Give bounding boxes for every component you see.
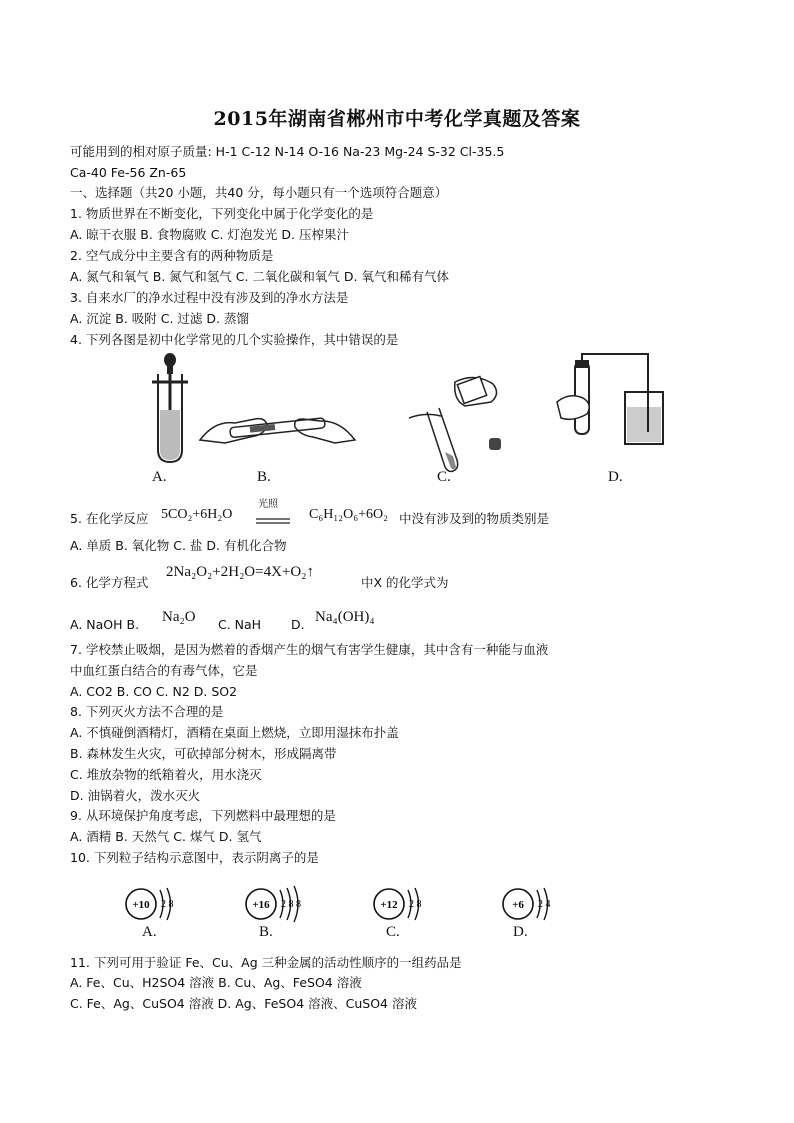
particle-d-shells: 2 4: [538, 899, 551, 910]
question-6-option-d: D.: [291, 617, 305, 632]
question-6-equation: 2Na₂O₂+2H₂O=4X+O₂↑: [166, 564, 314, 580]
question-8-option-b: B. 森林发生火灾，可砍掉部分树木，形成隔离带: [70, 746, 337, 761]
particle-b-nucleus: +16: [252, 899, 270, 911]
question-11-options-a-b: A. Fe、Cu、H2SO4 溶液 B. Cu、Ag、FeSO4 溶液: [70, 975, 362, 990]
question-8: 8. 下列灭火方法不合理的是: [70, 704, 224, 719]
question-4: 4. 下列各图是初中化学常见的几个实验操作，其中错误的是: [70, 332, 399, 347]
atomic-mass-line-2: Ca-40 Fe-56 Zn-65: [70, 165, 187, 180]
atomic-mass-line-1: 可能用到的相对原子质量: H-1 C-12 N-14 O-16 Na-23 Mg-24 S-32 Cl-35.5: [70, 144, 505, 159]
question-6-suffix: 中X 的化学式为: [361, 575, 449, 590]
page-title: 2015年湖南省郴州市中考化学真题及答案: [213, 108, 581, 130]
question-3-options: A. 沉淀 B. 吸附 C. 过滤 D. 蒸馏: [70, 311, 249, 326]
question-2-options: A. 氮气和氧气 B. 氮气和氢气 C. 二氧化碳和氧气 D. 氧气和稀有气体: [70, 269, 449, 284]
figure-d-gas-tightness: [553, 352, 668, 452]
question-5-condition: 光照: [258, 499, 278, 510]
figure-label-c: C.: [437, 469, 451, 485]
question-9-options: A. 酒精 B. 天然气 C. 煤气 D. 氢气: [70, 829, 262, 844]
question-2: 2. 空气成分中主要含有的两种物质是: [70, 248, 274, 263]
particle-c-shells: 2 8: [409, 899, 422, 910]
question-6-prefix: 6. 化学方程式: [70, 575, 149, 590]
question-5-suffix: 中没有涉及到的物质类别是: [399, 511, 550, 526]
figure-b-hands-tube: [195, 395, 360, 455]
figure-a-dropper-test-tube: [140, 352, 200, 467]
question-8-option-d: D. 油锅着火，泼水灭火: [70, 788, 201, 803]
question-6-option-b-formula: Na₂O: [162, 609, 196, 625]
question-5-prefix: 5. 在化学反应: [70, 511, 149, 526]
section-heading: 一、选择题（共20 小题，共40 分，每小题只有一个选项符合题意）: [70, 185, 448, 200]
question-8-option-c: C. 堆放杂物的纸箱着火，用水浇灭: [70, 767, 262, 782]
question-6-option-c: C. NaH: [218, 617, 262, 632]
particle-b-shells: 2 8 8: [281, 899, 301, 910]
figure-c-pouring-liquid: [405, 372, 515, 482]
question-11-options-c-d: C. Fe、Ag、CuSO4 溶液 D. Ag、FeSO4 溶液、CuSO4 溶液: [70, 996, 417, 1011]
question-3: 3. 自来水厂的净水过程中没有涉及到的净水方法是: [70, 290, 349, 305]
particle-diagram-b: [243, 878, 323, 930]
particle-diagram-d: [500, 878, 570, 930]
particle-a-nucleus: +10: [132, 899, 150, 911]
particle-label-c: C.: [386, 924, 400, 940]
figure-label-d: D.: [608, 469, 623, 485]
particle-d-nucleus: +6: [512, 899, 524, 911]
question-5-equals-sign: [256, 510, 290, 518]
question-9: 9. 从环境保护角度考虑，下列燃料中最理想的是: [70, 808, 336, 823]
particle-diagram-c: [371, 878, 441, 930]
question-7-options: A. CO2 B. CO C. N2 D. SO2: [70, 684, 238, 699]
particle-diagram-a: [123, 878, 193, 930]
question-8-option-a: A. 不慎碰倒酒精灯，酒精在桌面上燃烧，立即用湿抹布扑盖: [70, 725, 399, 740]
particle-label-b: B.: [259, 924, 273, 940]
particle-a-shells: 2 8: [161, 899, 174, 910]
figure-label-a: A.: [152, 469, 167, 485]
question-1: 1. 物质世界在不断变化，下列变化中属于化学变化的是: [70, 206, 374, 221]
particle-c-nucleus: +12: [380, 899, 398, 911]
figure-label-b: B.: [257, 469, 271, 485]
question-11: 11. 下列可用于验证 Fe、Cu、Ag 三种金属的活动性顺序的一组药品是: [70, 955, 462, 970]
question-6-option-a-b: A. NaOH B.: [70, 617, 140, 632]
question-5-reactants: 5CO₂+6H₂O: [161, 507, 233, 522]
question-1-options: A. 晾干衣服 B. 食物腐败 C. 灯泡发光 D. 压榨果汁: [70, 227, 349, 242]
question-5-products: C₆H₁₂O₆+6O₂: [309, 507, 388, 522]
particle-label-a: A.: [142, 924, 157, 940]
question-10: 10. 下列粒子结构示意图中，表示阴离子的是: [70, 850, 319, 865]
question-5-options: A. 单质 B. 氧化物 C. 盐 D. 有机化合物: [70, 538, 287, 553]
question-7-line-2: 中血红蛋白结合的有毒气体，它是: [70, 663, 258, 678]
question-6-option-d-formula: Na₄(OH)₄: [315, 609, 375, 625]
particle-label-d: D.: [513, 924, 528, 940]
question-7-line-1: 7. 学校禁止吸烟，是因为燃着的香烟产生的烟气有害学生健康，其中含有一种能与血液: [70, 642, 549, 657]
